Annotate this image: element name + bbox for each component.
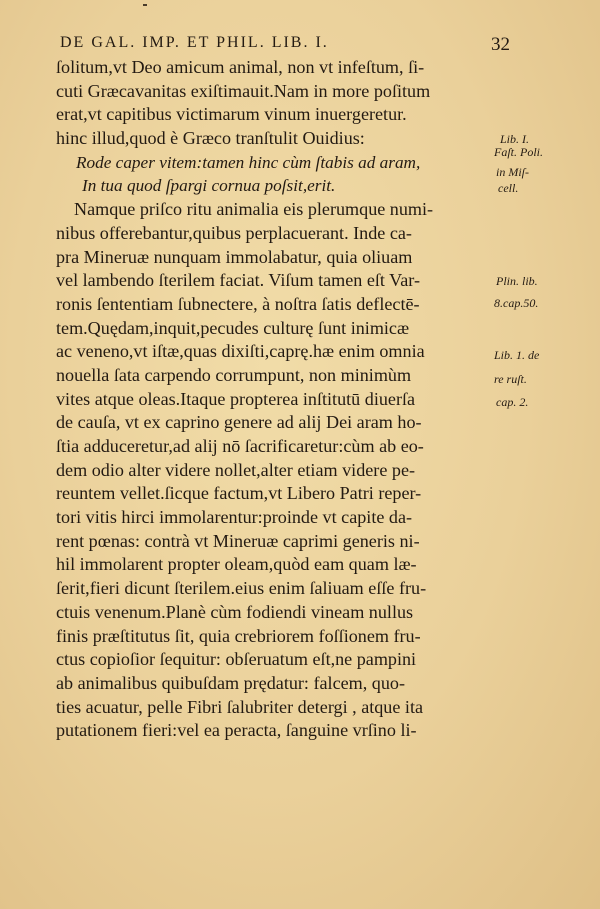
text-line: vites atque oleas.Itaque propterea inſtitutū diuerſa <box>56 388 416 409</box>
text-line: ties acuatur, pelle Fibri ſalubriter detergi , atque ita <box>56 696 424 717</box>
text-line: ctus copioſior ſequitur: obſeruatum eſt,ne pampini <box>56 649 417 670</box>
text-line: de cauſa, vt ex caprino genere ad alij Dei aram ho- <box>56 412 422 433</box>
text-line: reuntem vellet.ſicque factum,vt Libero Patri reper- <box>56 483 422 504</box>
text-line: hinc illud,quod è Græco tranſtulit Ouidius: <box>56 128 365 149</box>
margin-note: cell. <box>498 181 519 195</box>
print-mark <box>143 4 147 6</box>
margin-note: Lib. I. <box>500 132 530 146</box>
margin-note: Plin. lib. <box>496 274 538 288</box>
text-line: vel lambendo ſterilem faciat. Viſum tamen eſt Var- <box>56 270 420 291</box>
main-text-block <box>56 56 496 743</box>
text-line: ab animalibus quibuſdam prędatur: falcem, quo- <box>56 672 406 693</box>
page-header <box>60 34 510 54</box>
text-line: pra Mineruæ nunquam immolabatur, quia oliuam <box>56 246 413 267</box>
margin-note: Faſt. Poli. <box>494 145 543 159</box>
text-line: tori vitis hirci immolarentur:proinde vt capite da- <box>56 507 413 528</box>
text-line: hil immolarent propter oleam,quòd eam quam læ- <box>56 554 417 575</box>
text-line: Namque priſco ritu animalia eis plerumque numi- <box>74 199 434 220</box>
text-line: cuti Græcavanitas exiſtimauit.Nam in more poſitum <box>56 80 431 101</box>
folio-number: 32 <box>491 34 510 55</box>
text-line: putationem fieri:vel ea peracta, ſanguine vrſino li- <box>56 720 417 741</box>
text-line: ſerit,fieri dicunt ſterilem.eius enim ſaliuam eſſe fru- <box>56 578 427 599</box>
text-line: erat,vt capitibus victimarum vinum inuergeretur. <box>56 104 407 125</box>
text-line: nibus offerebantur,quibus perplacuerant. Inde ca- <box>56 222 412 243</box>
text-line: rent pœnas: contrà vt Mineruæ caprimi generis ni- <box>56 530 420 551</box>
verse-line: In tua quod ſpargi cornua poſsit,erit. <box>82 176 336 196</box>
text-line: dem odio alter videre nollet,alter etiam videre pe- <box>56 459 416 480</box>
text-line: ctuis venenum.Planè cùm fodiendi vineam nullus <box>56 601 414 622</box>
text-line: finis præſtitutus ſit, quia crebriorem foſſionem fru- <box>56 625 421 646</box>
verse-line: Rode caper vitem:tamen hinc cùm ſtabis ad aram, <box>76 152 421 172</box>
margin-note: cap. 2. <box>496 395 529 409</box>
margin-note: in Miſ- <box>496 165 529 179</box>
text-line: ronis ſententiam ſubnectere, à noſtra ſatis deflectē- <box>56 293 420 314</box>
running-head: DE GAL. IMP. ET PHIL. LIB. I. <box>60 34 329 51</box>
text-line: ſtia adduceretur,ad alij nō ſacrificaretur:cùm ab eo- <box>56 436 424 456</box>
margin-note: re ruſt. <box>494 372 527 386</box>
text-line: nouella ſata carpendo corrumpunt, non minimùm <box>56 364 412 385</box>
margin-note: 8.cap.50. <box>494 296 539 310</box>
margin-note: Lib. 1. de <box>494 348 540 362</box>
text-line: ſolitum,vt Deo amicum animal, non vt infeſtum, ſi- <box>56 57 425 77</box>
text-line: ac veneno,vt iſtæ,quas dixiſti,caprę.hæ enim omnia <box>56 341 425 362</box>
text-line: tem.Quędam,inquit,pecudes culturę ſunt inimicæ <box>56 317 410 338</box>
